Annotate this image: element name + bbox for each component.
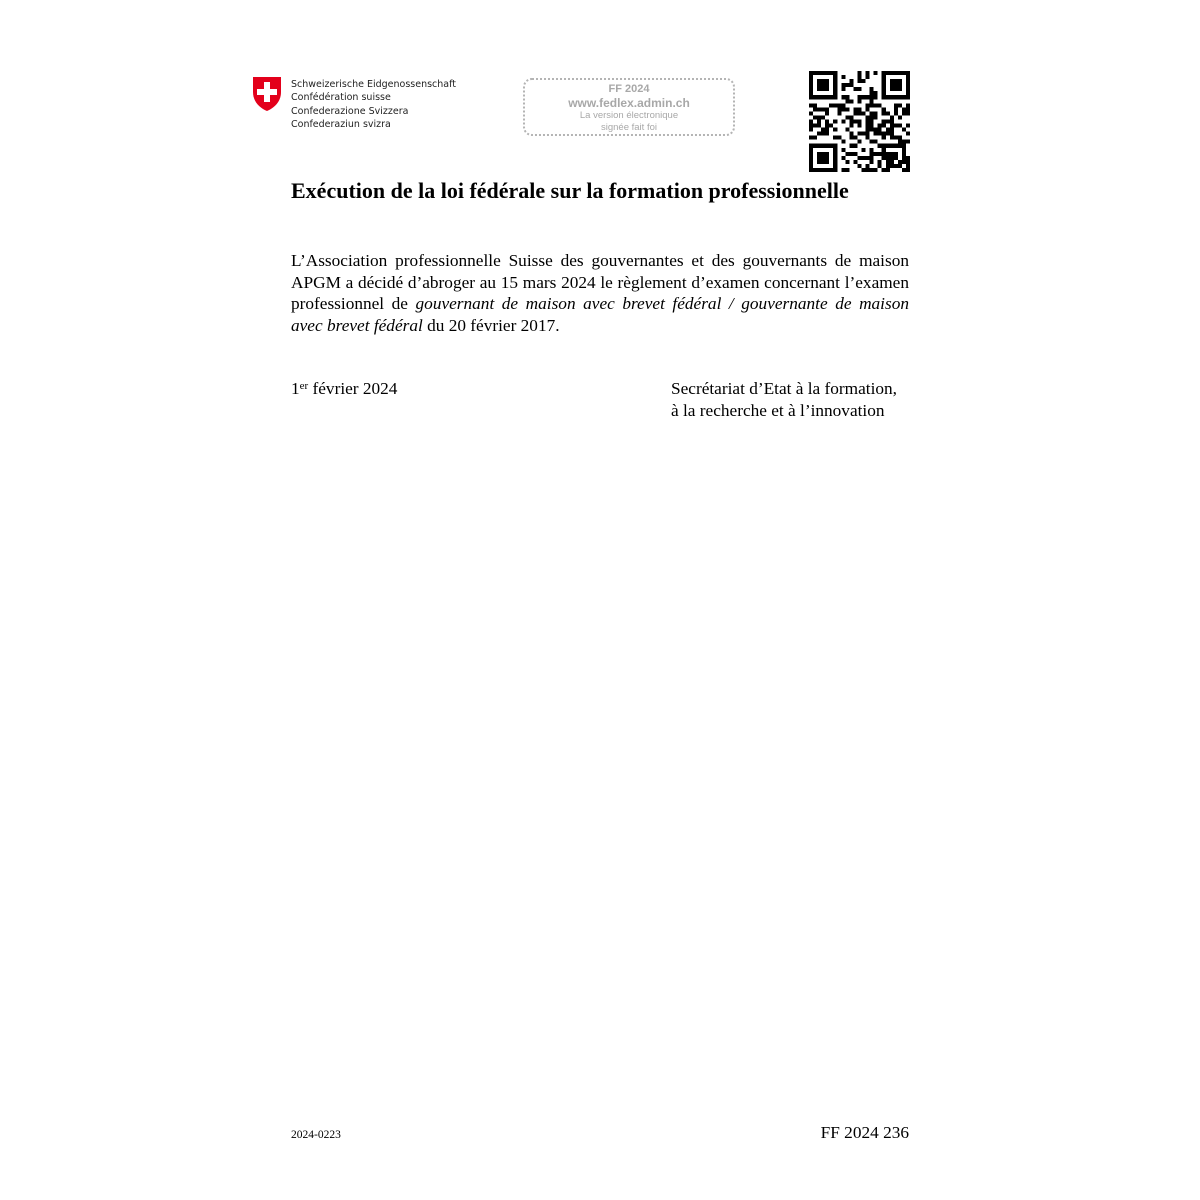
signature-stamp: [523, 78, 735, 136]
swiss-crest-icon: [252, 76, 282, 112]
qr-code-icon: [809, 71, 910, 172]
confederation-line-it: Confederazione Svizzera: [291, 105, 409, 117]
paragraph-part-2: du 20 février 2017.: [422, 315, 560, 335]
date-day: 1: [291, 379, 300, 398]
page-reference: FF 2024 236: [820, 1123, 909, 1142]
confederation-line-de: Schweizerische Eidgenossenschaft: [291, 79, 457, 90]
document-title: Exécution de la loi fédérale sur la formation professionnelle: [291, 178, 849, 203]
stamp-url: www.fedlex.admin.ch: [568, 96, 690, 110]
confederation-line-fr: Confédération suisse: [291, 92, 391, 104]
signature-block: [671, 378, 897, 421]
document-number: 2024-0223: [291, 1129, 341, 1141]
body-paragraph: [291, 250, 909, 336]
paragraph-italic: gouvernant de maison avec brevet fédéral / gouvernante de maison avec brevet fédéral: [291, 294, 909, 335]
stamp-line-1: FF 2024: [608, 83, 650, 95]
signature-line-2: à la recherche et à l’innovation: [671, 400, 885, 420]
stamp-line-3: La version électronique: [579, 110, 679, 121]
signature-line-1: Secrétariat d’Etat à la formation,: [671, 379, 897, 398]
confederation-line-rm: Confederaziun svizra: [291, 118, 391, 130]
confederation-names: [291, 78, 456, 131]
date-rest: février 2024: [308, 379, 398, 398]
document-date: [291, 378, 397, 399]
paragraph-part-1: L’Association professionnelle Suisse des gouvernantes et des gouvernants de maison APGM a décidé d’abroger au 15 mars 2024 le règlement d’examen concernant l’examen professionnel de: [291, 251, 909, 313]
stamp-line-4: signée fait foi: [601, 122, 657, 133]
date-ordinal: er: [299, 380, 309, 392]
